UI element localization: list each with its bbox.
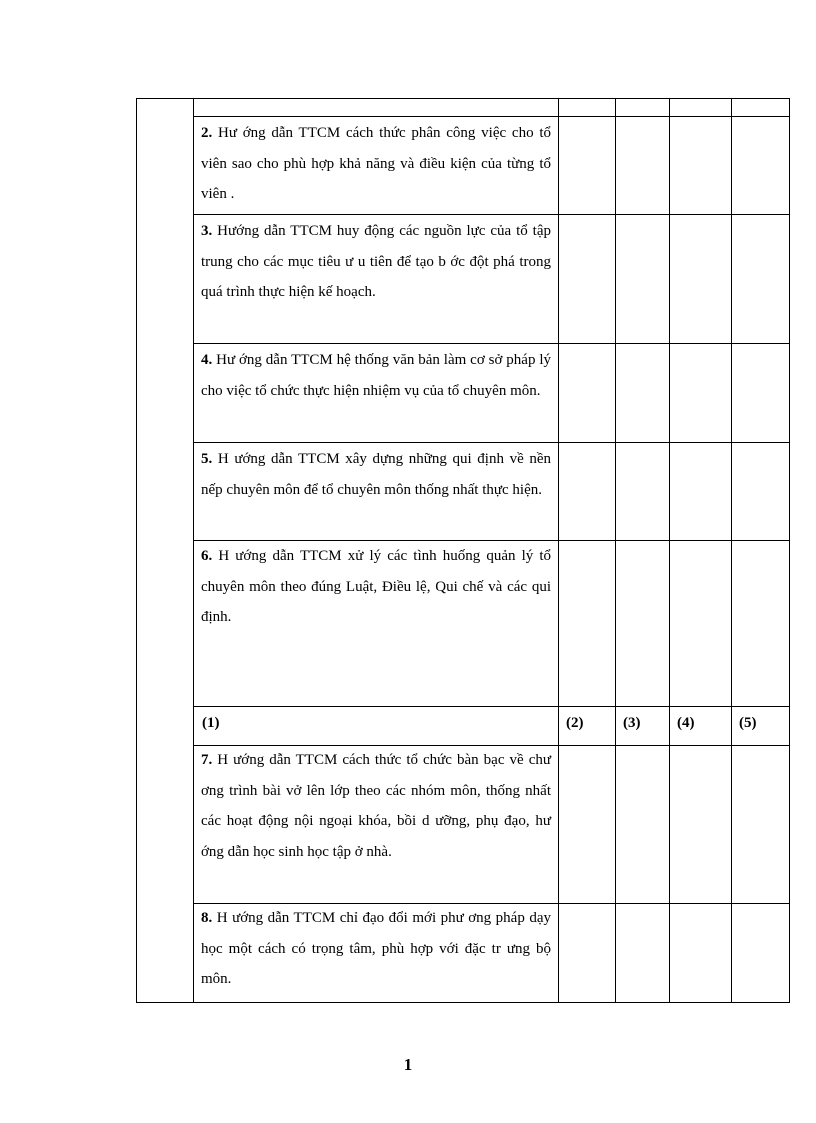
table-row xyxy=(201,903,551,995)
row-divider xyxy=(193,214,790,215)
table-row xyxy=(201,345,551,406)
table-row xyxy=(201,118,551,210)
table-row xyxy=(201,541,551,633)
row-number: 5. xyxy=(201,451,213,467)
row-text: Hướng dẫn TTCM huy động các nguồn lực của tổ tập trung cho các mục tiêu ư u tiên để tạo b ớc đột phá trong quá trình thực hiện kế hoạch. xyxy=(201,223,552,300)
column-divider-3 xyxy=(615,98,616,1003)
column-header-5: (5) xyxy=(739,715,757,731)
row-divider xyxy=(193,706,790,707)
row-text: H ướng dẫn TTCM chỉ đạo đổi mới phư ơng pháp dạy học một cách có trọng tâm, phù hợp với đặc tr ưng bộ môn. xyxy=(201,910,551,987)
table-border-top xyxy=(136,98,790,99)
row-text: H ướng dẫn TTCM xử lý các tình huống quản lý tổ chuyên môn theo đúng Luật, Điều lệ, Qui chế và các qui định. xyxy=(201,548,552,625)
row-divider xyxy=(193,343,790,344)
column-header-2: (2) xyxy=(566,715,584,731)
row-text: Hư ớng dẫn TTCM cách thức phân công việc cho tổ viên sao cho phù hợp khả năng và điều kiện của từng tổ viên . xyxy=(201,125,551,202)
column-divider-1 xyxy=(193,98,194,1003)
page-number: 1 xyxy=(403,1055,413,1074)
row-number: 6. xyxy=(201,548,213,564)
column-header-4: (4) xyxy=(677,715,695,731)
table-row xyxy=(201,444,551,505)
column-divider-4 xyxy=(669,98,670,1003)
row-number: 8. xyxy=(201,910,213,926)
row-text: H ướng dẫn TTCM cách thức tổ chức bàn bạc về chư ơng trình bài vở lên lớp theo các nhóm môn, thống nhất các hoạt động nội ngoại khóa, bồi d ưỡng, phụ đạo, hư ớng dẫn học sinh học tập ở nhà. xyxy=(201,752,551,860)
row-divider xyxy=(193,116,790,117)
column-divider-5 xyxy=(731,98,732,1003)
column-header-3: (3) xyxy=(623,715,641,731)
table-border-left xyxy=(136,98,137,1003)
table-border-right xyxy=(789,98,790,1003)
row-text: H ướng dẫn TTCM xây dựng những qui định về nền nếp chuyên môn để tổ chuyên môn thống nhất thực hiện. xyxy=(201,451,551,498)
row-number: 7. xyxy=(201,752,213,768)
row-divider xyxy=(193,442,790,443)
row-text: Hư ớng dẫn TTCM hệ thống văn bản làm cơ sở pháp lý cho việc tổ chức thực hiện nhiệm vụ của tổ chuyên môn. xyxy=(201,352,551,399)
table-row xyxy=(201,216,551,308)
column-divider-2 xyxy=(558,98,559,1003)
row-number: 4. xyxy=(201,352,213,368)
row-number: 2. xyxy=(201,125,213,141)
table-border-bottom xyxy=(136,1002,790,1003)
row-number: 3. xyxy=(201,223,213,239)
column-header-1: (1) xyxy=(202,715,220,731)
table-row xyxy=(201,745,551,867)
